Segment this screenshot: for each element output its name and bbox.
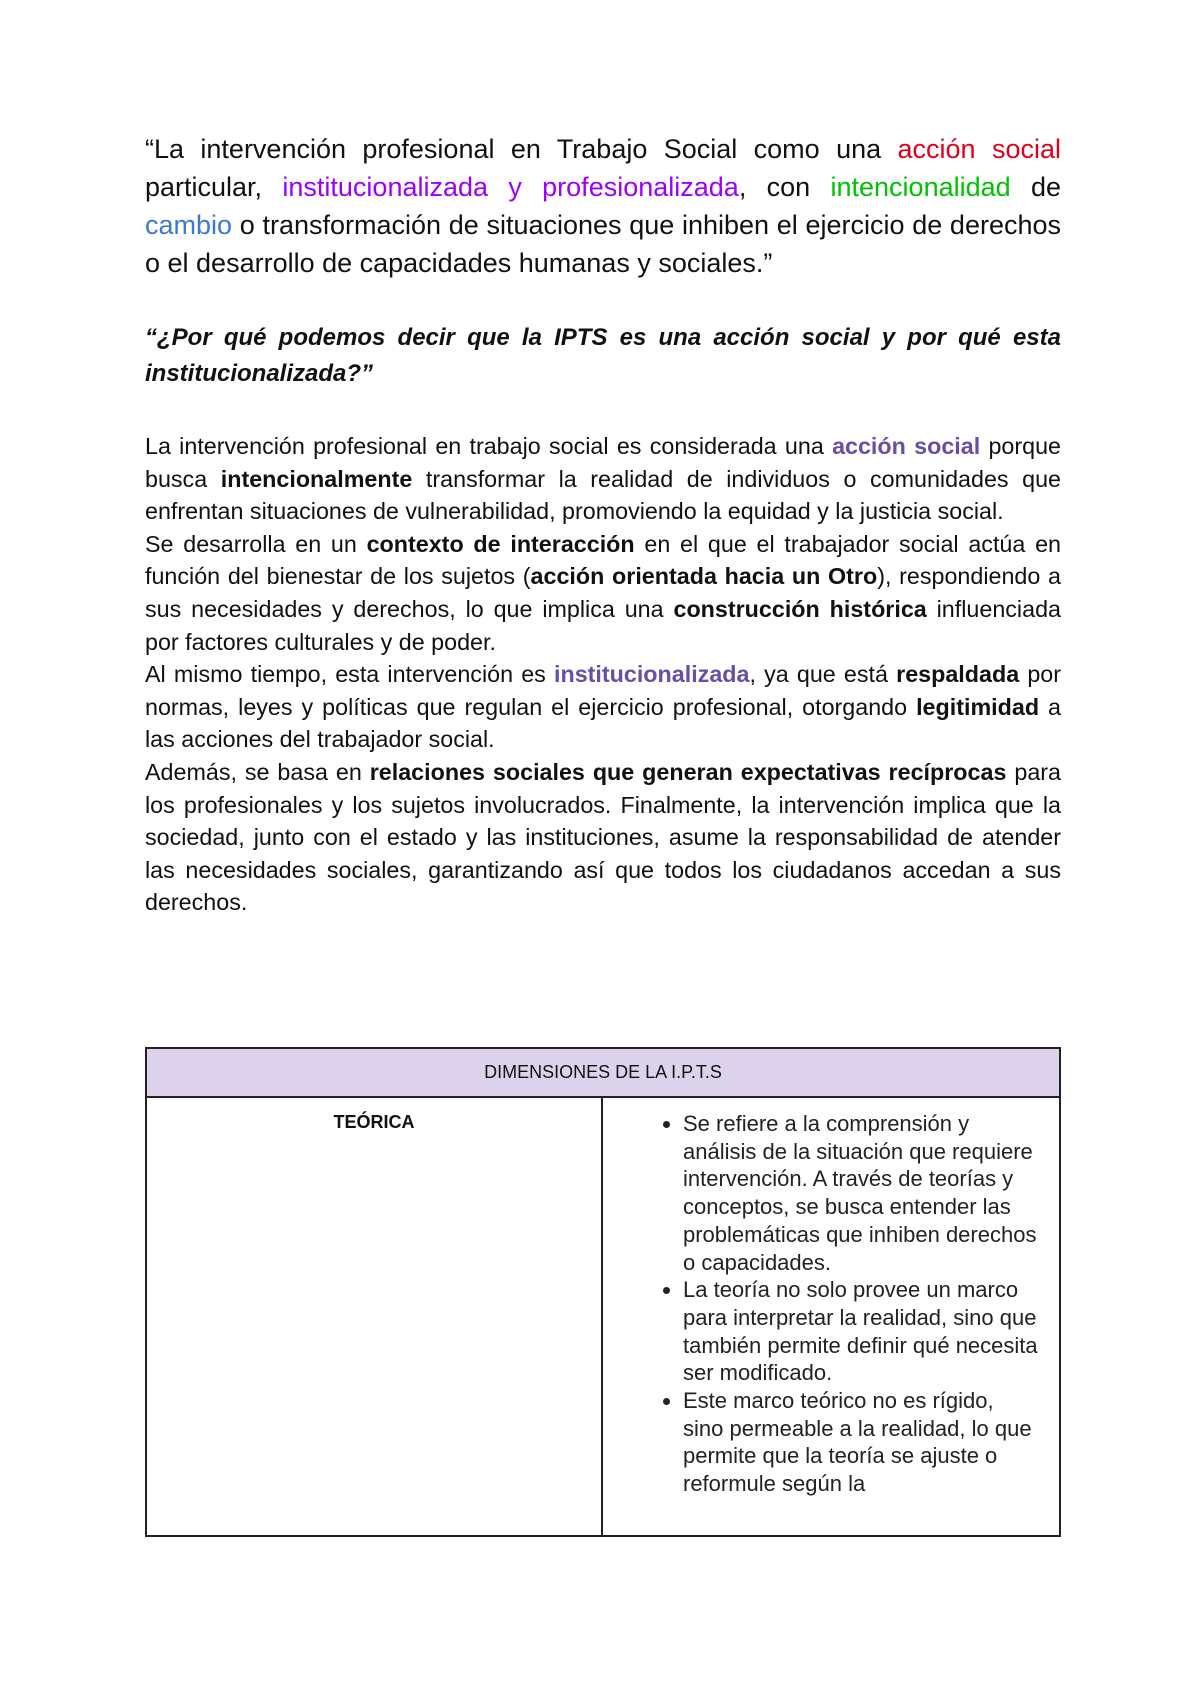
answer-bold: contexto de interacción <box>366 530 635 557</box>
answer-text: transformar la realidad de individuos o comunidades que enfrentan situaciones de vulnerabilidad, promoviendo la equidad y la justicia social. <box>145 465 1061 525</box>
answer-text: a las acciones del trabajador social. <box>145 693 1061 753</box>
quote-highlight-cambio: cambio <box>145 210 233 240</box>
answer-text: por normas, leyes y políticas que regulan el ejercicio profesional, otorgando <box>145 661 1061 720</box>
question-heading: “¿Por qué podemos decir que la IPTS es una acción social y por qué esta institucionalizada?” <box>145 324 1061 387</box>
definition-quote <box>145 130 1061 282</box>
answer-highlight: institucionalizada <box>554 661 750 688</box>
answer-text: Al mismo tiempo, esta intervención es <box>145 661 554 688</box>
answer-text: porque busca <box>145 433 1061 492</box>
table-header: DIMENSIONES DE LA I.P.T.S <box>147 1049 1059 1098</box>
list-item: • Este marco teórico no es rígido, sino permeable a la realidad, lo que permite que la teoría se ajuste o reformule según la <box>683 1387 1039 1498</box>
quote-text: “La intervención profesional en Trabajo Social como una <box>145 134 898 164</box>
document-body <box>145 130 1061 919</box>
answer-text: , ya que está <box>749 661 897 688</box>
answer-section <box>145 430 1061 919</box>
answer-paragraph-1 <box>145 430 1061 528</box>
quote-text: de <box>1010 172 1061 202</box>
answer-highlight: acción social <box>832 433 981 459</box>
answer-bold: intencionalmente <box>220 465 413 492</box>
quote-highlight-accion-social: acción social <box>897 134 1061 164</box>
answer-text: Se desarrolla en un <box>145 530 367 557</box>
answer-text: en el que el trabajador social actúa en función del bienestar de los sujetos ( <box>145 530 1062 590</box>
answer-bold: legitimidad <box>916 693 1040 720</box>
answer-text: influenciada por factores culturales y de poder. <box>145 595 1061 655</box>
answer-paragraph-3 <box>145 658 1061 756</box>
answer-paragraph-4 <box>145 756 1061 919</box>
quote-highlight-institucionalizada: institucionalizada y profesionalizada <box>282 172 739 202</box>
answer-bold: relaciones sociales que generan expectativas recíprocas <box>369 758 1007 785</box>
bullet-list <box>645 1110 1039 1498</box>
dimension-label: TEÓRICA <box>147 1098 603 1535</box>
answer-text: La intervención profesional en trabajo social es considerada una <box>145 433 833 459</box>
answer-paragraph-2 <box>145 528 1061 658</box>
quote-text: , con <box>738 172 831 202</box>
quote-text: o transformación de situaciones que inhiben el ejercicio de derechos o el desarrollo de capacidades humanas y sociales.” <box>145 210 1061 278</box>
answer-text: Además, se basa en <box>145 758 370 785</box>
answer-bold: construcción histórica <box>673 595 927 622</box>
answer-text: ), respondiendo a sus necesidades y derechos, lo que implica una <box>145 563 1062 622</box>
list-item: • La teoría no solo provee un marco para interpretar la realidad, sino que también permite definir qué necesita ser modificado. <box>683 1276 1039 1387</box>
dimensions-table <box>145 1047 1061 1537</box>
answer-bold: acción orientada hacia un Otro <box>530 563 878 590</box>
dimension-description <box>603 1098 1059 1535</box>
answer-text: para los profesionales y los sujetos involucrados. Finalmente, la intervención implica que la sociedad, junto con el estado y las instituciones, asume la responsabilidad de atender las necesidades sociales, garantizando así que todos los ciudadanos accedan a sus derechos. <box>145 758 1061 916</box>
list-item: • Se refiere a la comprensión y análisis de la situación que requiere intervención. A través de teorías y conceptos, se busca entender las problemáticas que inhiben derechos o capacidades. <box>683 1110 1039 1276</box>
answer-bold: respaldada <box>896 661 1020 688</box>
quote-highlight-intencionalidad: intencionalidad <box>830 172 1011 202</box>
table-row <box>147 1098 1059 1535</box>
quote-text: particular, <box>145 172 283 202</box>
